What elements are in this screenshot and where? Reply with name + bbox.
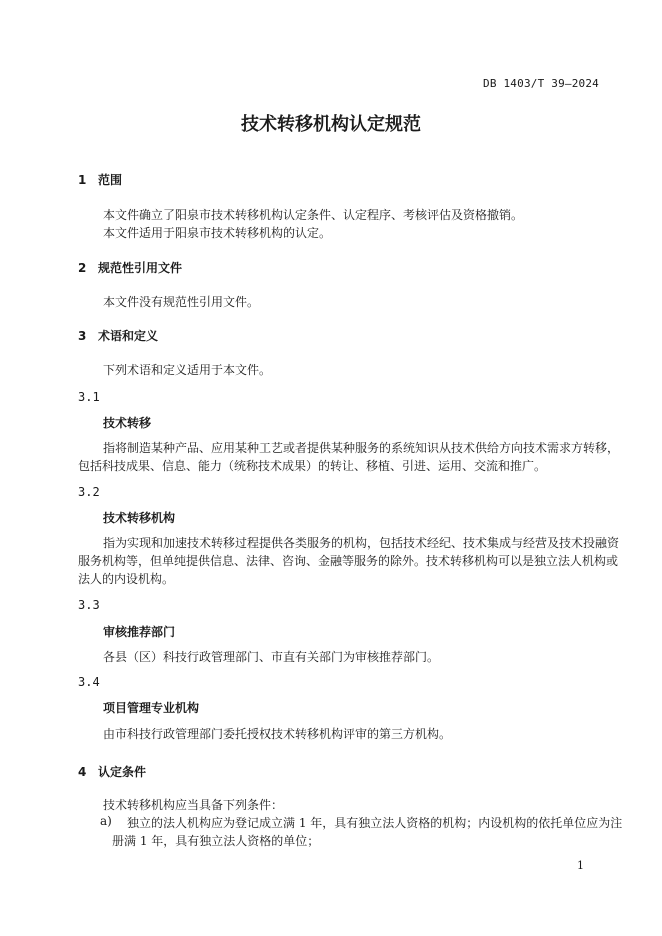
- document-id: DB 1403/T 39—2024: [483, 77, 599, 90]
- clause-number: 3.1: [78, 390, 100, 404]
- term-title: 技术转移机构: [103, 511, 176, 525]
- paragraph-line: 服务机构等，但单纯提供信息、法律、咨询、金融等服务的除外。技术转移机构可以是独立法人机构或: [78, 554, 619, 568]
- section-number: 3: [78, 329, 87, 343]
- term-title: 审核推荐部门: [103, 625, 176, 639]
- paragraph-line: 各县（区）科技行政管理部门、市直有关部门为审核推荐部门。: [103, 650, 440, 664]
- list-item-line: 独立的法人机构应为登记成立满 1 年，具有独立法人资格的机构；内设机构的依托单位应为注: [127, 816, 623, 830]
- section-heading-conditions: [78, 763, 146, 780]
- clause-number: 3.2: [78, 485, 100, 499]
- section-title: 认定条件: [98, 765, 147, 779]
- paragraph-line: 包括科技成果、信息、能力（统称技术成果）的转让、移植、引进、运用、交流和推广。: [78, 459, 547, 473]
- section-title: 术语和定义: [98, 329, 159, 343]
- term-title: 项目管理专业机构: [103, 701, 200, 715]
- list-marker: a): [100, 814, 112, 828]
- paragraph-line: 本文件没有规范性引用文件。: [103, 295, 260, 309]
- paragraph-line: 技术转移机构应当具备下列条件：: [103, 798, 284, 812]
- document-title: 技术转移机构认定规范: [241, 114, 421, 135]
- paragraph-line: 本文件确立了阳泉市技术转移机构认定条件、认定程序、考核评估及资格撤销。: [103, 208, 524, 222]
- paragraph-line: 指为实现和加速技术转移过程提供各类服务的机构，包括技术经纪、技术集成与经营及技术投融资: [103, 536, 620, 550]
- paragraph-line: 法人的内设机构。: [78, 572, 175, 586]
- section-number: 2: [78, 261, 87, 275]
- clause-number: 3.3: [78, 598, 100, 612]
- section-heading-normative-references: [78, 259, 182, 276]
- paragraph-line: 由市科技行政管理部门委托授权技术转移机构评审的第三方机构。: [103, 727, 452, 741]
- section-number: 4: [78, 765, 87, 779]
- section-title: 范围: [98, 173, 123, 187]
- paragraph-line: 下列术语和定义适用于本文件。: [103, 363, 272, 377]
- term-title: 技术转移: [103, 416, 152, 430]
- paragraph-line: 本文件适用于阳泉市技术转移机构的认定。: [103, 226, 332, 240]
- list-item-line: 册满 1 年，具有独立法人资格的单位；: [112, 834, 320, 848]
- section-title: 规范性引用文件: [98, 261, 183, 275]
- section-heading-scope: [78, 171, 122, 188]
- page-number: 1: [577, 859, 584, 872]
- section-number: 1: [78, 173, 87, 187]
- section-heading-terms: [78, 327, 158, 344]
- clause-number: 3.4: [78, 675, 100, 689]
- paragraph-line: 指将制造某种产品、应用某种工艺或者提供某种服务的系统知识从技术供给方向技术需求方转移，: [103, 441, 620, 455]
